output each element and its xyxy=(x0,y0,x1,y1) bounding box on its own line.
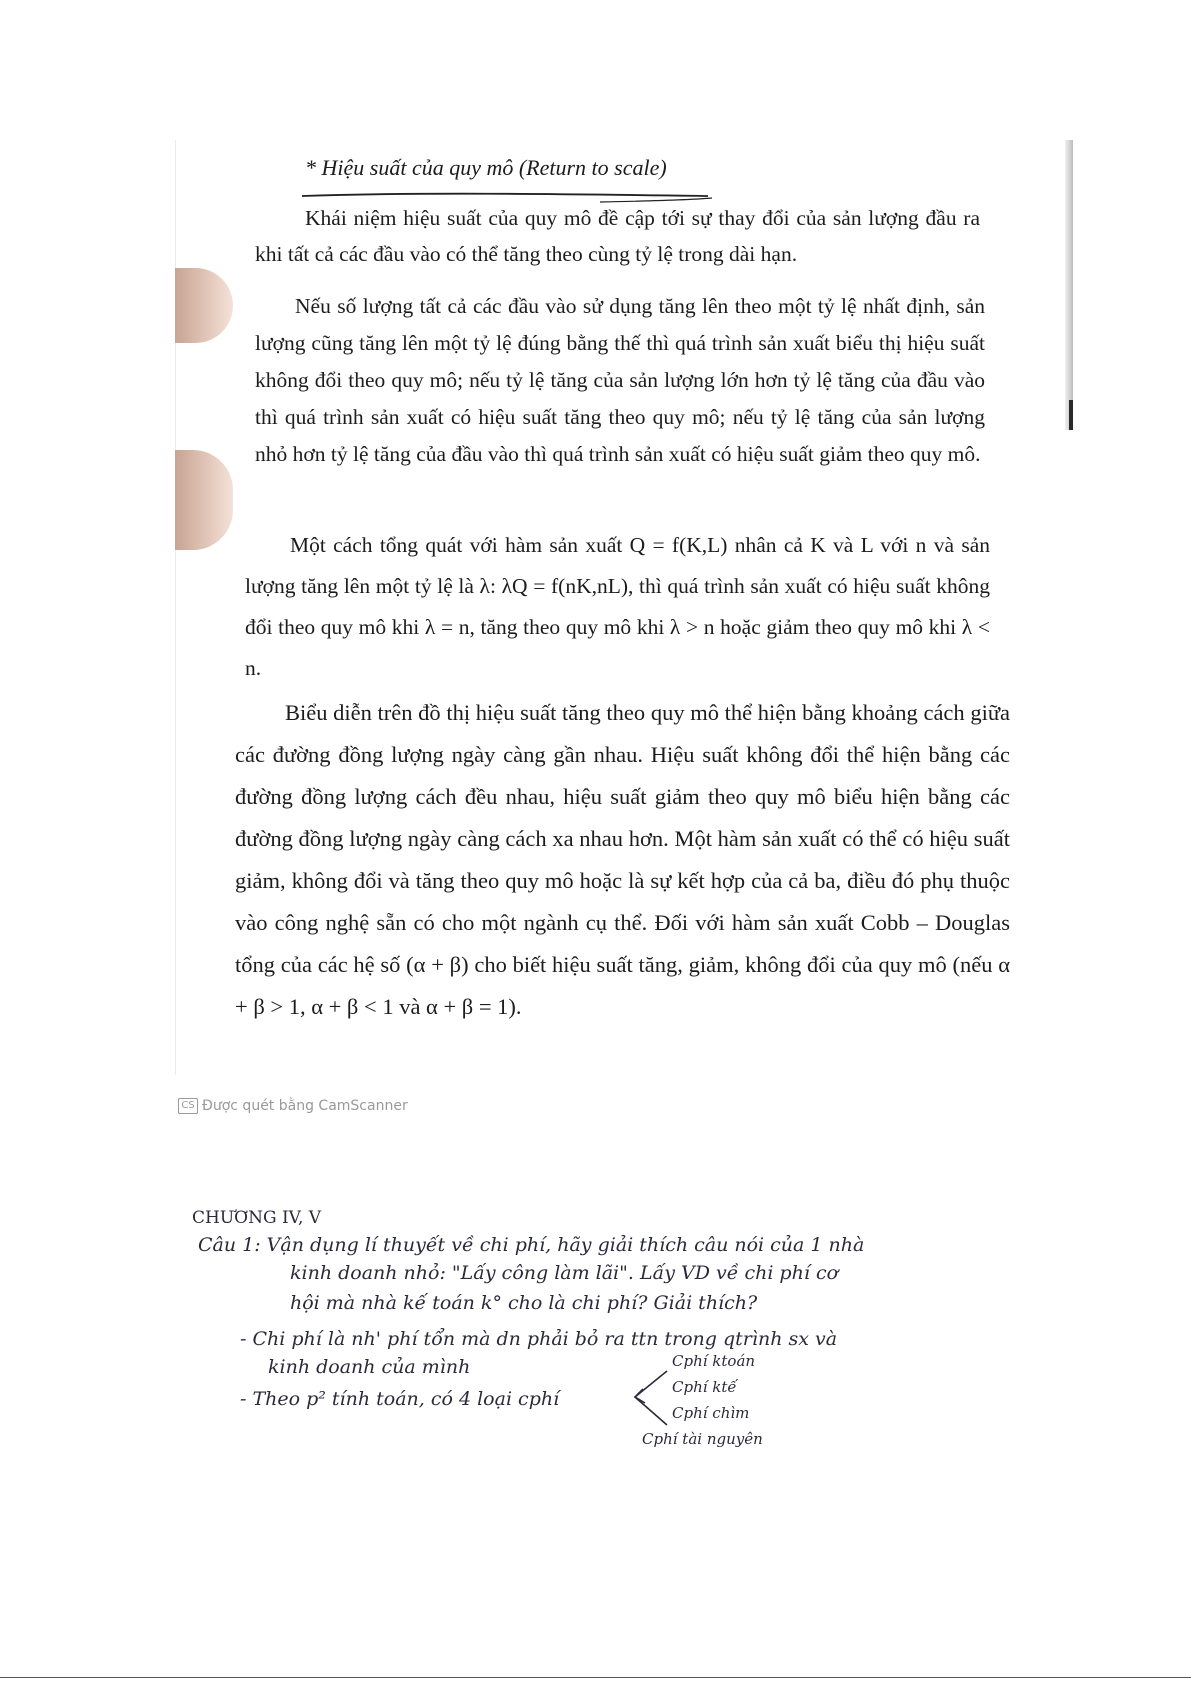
camscanner-logo-icon: CS xyxy=(178,1098,198,1114)
hw-answer-line-2: kinh doanh của mình xyxy=(268,1356,471,1378)
hw-cost-type-2: Cphí ktế xyxy=(672,1378,737,1396)
bottom-scan-line xyxy=(0,1677,1191,1678)
hw-cost-type-1: Cphí ktoán xyxy=(672,1352,756,1370)
hw-cost-type-4: Cphí tài nguyên xyxy=(642,1430,763,1448)
hw-answer-line-1: - Chi phí là nh' phí tổn mà dn phải bỏ ra ttn trong qtrình sx và xyxy=(240,1328,838,1350)
hw-chapter-title: CHƯƠNG IV, V xyxy=(192,1208,322,1228)
paragraph-input-ratio: Nếu số lượng tất cả các đầu vào sử dụng tăng lên theo một tỷ lệ nhất định, sản lượng cũng tăng lên một tỷ lệ đúng bằng thế thì quá trình sản xuất biểu thị hiệu suất không đổi theo quy mô; nếu tỷ lệ tăng của sản lượng lớn hơn tỷ lệ tăng của đầu vào thì quá trình sản xuất có hiệu suất tăng theo quy mô; nếu tỷ lệ tăng của sản lượng nhỏ hơn tỷ lệ tăng của đầu vào thì quá trình sản xuất có hiệu suất giảm theo quy mô. xyxy=(255,294,985,466)
hw-answer-line-3: - Theo p² tính toán, có 4 loại cphí xyxy=(240,1388,560,1410)
hw-question-line-3: hội mà nhà kế toán k° cho là chi phí? Giải thích? xyxy=(290,1292,758,1314)
scan-edge-mark xyxy=(1069,400,1073,430)
hw-cost-type-3: Cphí chìm xyxy=(672,1404,750,1422)
scan-right-edge xyxy=(1065,140,1073,430)
hw-question-line-2: kinh doanh nhỏ: "Lấy công làm lãi". Lấy VD về chi phí cơ xyxy=(290,1262,839,1284)
paragraph-graph-representation: Biểu diễn trên đồ thị hiệu suất tăng theo quy mô thể hiện bằng khoảng cách giữa các đường đồng lượng ngày càng gần nhau. Hiệu suất không đổi thể hiện bằng các đường đồng lượng cách đều nhau, hiệu suất giảm theo quy mô biểu hiện bằng các đường đồng lượng ngày càng cách xa nhau hơn. Một hàm sản xuất có thể có hiệu suất giảm, không đổi và tăng theo quy mô hoặc là sự kết hợp của cả ba, điều đó phụ thuộc vào công nghệ sẵn có cho một ngành cụ thể. Đối với hàm sản xuất Cobb – Douglas tổng của các hệ số (α + β) cho biết hiệu suất tăng, giảm, không đổi của quy mô (nếu α + β > 1, α + β < 1 và α + β = 1). xyxy=(235,700,1010,1019)
section-heading: * Hiệu suất của quy mô (Return to scale) xyxy=(305,155,667,180)
paragraph-general-function: Một cách tổng quát với hàm sản xuất Q = f(K,L) nhân cả K và L với n và sản lượng tăng lên một tỷ lệ là λ: λQ = f(nK,nL), thì quá trình sản xuất có hiệu suất không đổi theo quy mô khi λ = n, tăng theo quy mô khi λ > n hoặc giảm theo quy mô khi λ < n. xyxy=(245,533,990,680)
camscanner-text: Được quét bằng CamScanner xyxy=(202,1098,408,1114)
hw-question-line-1: Câu 1: Vận dụng lí thuyết về chi phí, hãy giải thích câu nói của 1 nhà xyxy=(198,1234,865,1256)
camscanner-watermark xyxy=(178,1098,408,1114)
paragraph-definition: Khái niệm hiệu suất của quy mô đề cập tới sự thay đổi của sản lượng đầu ra khi tất cả các đầu vào có thể tăng theo cùng tỷ lệ trong dài hạn. xyxy=(255,206,980,266)
hw-bracket-arrow-icon xyxy=(625,1365,675,1440)
